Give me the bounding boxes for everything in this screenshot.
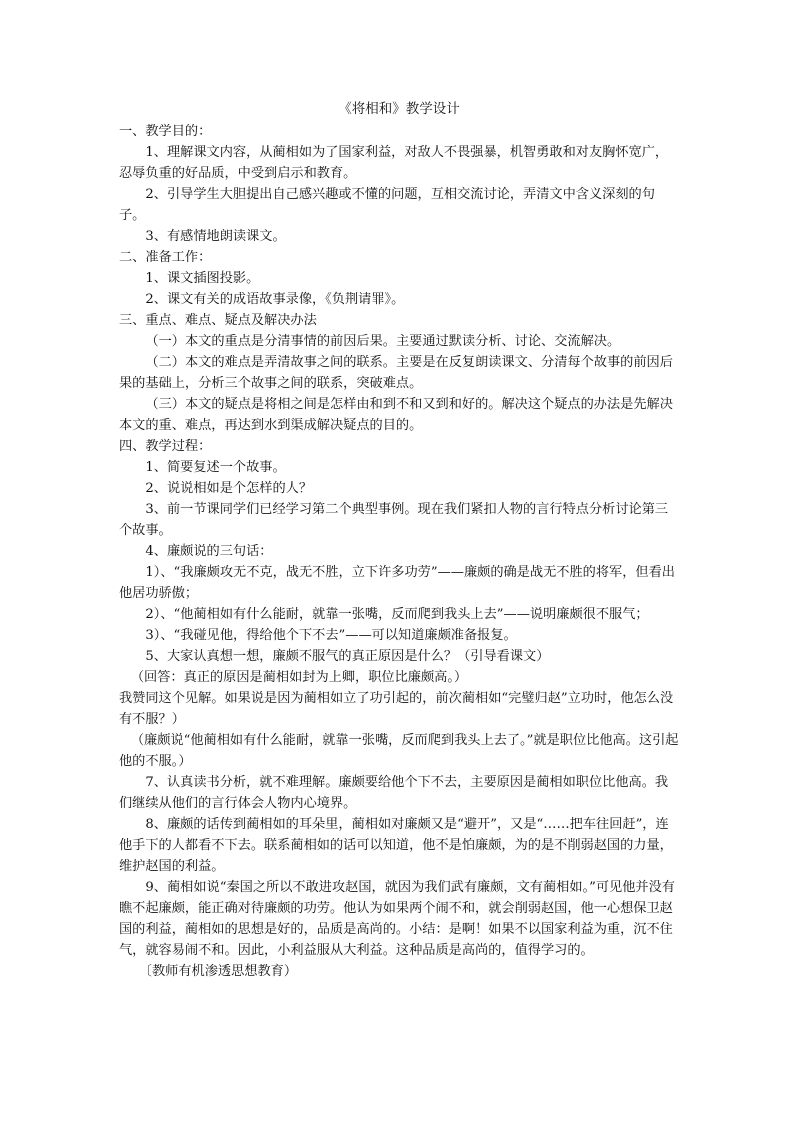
process-item-1: 1、简要复述一个故事。 bbox=[145, 460, 286, 475]
preparation-item-1: 1、课文插图投影。 bbox=[145, 271, 260, 286]
process-item-9: 9、蔺相如说“秦国之所以不敢进攻赵国，就因为我们武有廉颇，文有蔺相如。”可见他并没有瞧不起廉颇，能正确对待廉颇的功劳。他认为如果两个闹不和，就会削弱赵国，他一心想保卫赵国的利益，蔺相如的思想是好的，品质是高尚的。小结：是啊！如果不以国家利益为重，沉不住气，就容易闹不和。因此，小利益服从大利益。这种品质是高尚的，值得学习的。 bbox=[119, 880, 675, 958]
lianpo-quote-2: 2）、“他蔺相如有什么能耐，就靠一张嘴，反而爬到我头上去”——说明廉颇很不服气； bbox=[145, 607, 649, 622]
lianpo-quote-1: 1）、“我廉颇攻无不克，战无不胜，立下许多功劳”——廉颇的确是战无不胜的将军，但看出他居功骄傲； bbox=[119, 565, 675, 601]
teacher-note: 〔教师有机渗透思想教育） bbox=[138, 964, 298, 979]
keypoint-item-2: （二）本文的难点是弄清故事之间的联系。主要是在反复朗读课文、分清每个故事的前因后果的基础上，分析三个故事之间的联系，突破难点。 bbox=[119, 355, 673, 391]
document-title: 《将相和》教学设计 bbox=[338, 101, 460, 117]
keypoint-item-3: （三）本文的疑点是将相之间是怎样由和到不和又到和好的。解决这个疑点的办法是先解决本文的重、难点，再达到水到渠成解决疑点的目的。 bbox=[119, 397, 673, 433]
answer-note: （回答：真正的原因是蔺相如封为上卿，职位比廉颇高。） bbox=[130, 670, 468, 685]
lianpo-quote-3: 3）、“我碰见他，得给他个下不去”——可以知道廉颇准备报复。 bbox=[145, 628, 517, 643]
process-item-2: 2、说说相如是个怎样的人？ bbox=[145, 481, 313, 496]
process-item-7: 7、认真读书分析，就不难理解。廉颇要给他个下不去，主要原因是蔺相如职位比他高。我们继续从他们的言行体会人物内心境界。 bbox=[119, 775, 669, 811]
lesson-plan-page bbox=[119, 99, 679, 982]
objective-item-2: 2、引导学生大胆提出自己感兴趣或不懂的问题，互相交流讨论，弄清文中含义深刻的句子。 bbox=[119, 187, 655, 223]
section-heading-objectives: 一、教学目的： bbox=[119, 124, 212, 139]
section-heading-keypoints: 三、重点、难点、疑点及解决办法 bbox=[119, 313, 317, 328]
section-heading-preparation: 二、准备工作： bbox=[119, 250, 212, 265]
agreement-paragraph: 我赞同这个见解。如果说是因为蔺相如立了功引起的，前次蔺相如“完璧归赵”立功时，他怎么没有不服？） bbox=[119, 691, 674, 727]
keypoint-item-1: （一）本文的重点是分清事情的前因后果。主要通过默读分析、讨论、交流解决。 bbox=[145, 334, 621, 349]
process-item-5: 5、大家认真想一想，廉颇不服气的真正原因是什么？（引导看课文） bbox=[145, 649, 550, 664]
process-item-8: 8、廉颇的话传到蔺相如的耳朵里，蔺相如对廉颇又是“避开”，又是“……把车往回赶”，连他手下的人都看不下去。联系蔺相如的话可以知道，他不是怕廉颇，为的是不削弱赵国的力量，维护赵国的利益。 bbox=[119, 817, 673, 874]
preparation-item-2: 2、课文有关的成语故事录像，《负荆请罪》。 bbox=[145, 292, 405, 307]
objective-item-3: 3、有感情地朗读课文。 bbox=[145, 229, 286, 244]
objective-item-1: 1、理解课文内容，从蔺相如为了国家利益，对敌人不畏强暴，机智勇敢和对友胸怀宽广，忍辱负重的好品质，中受到启示和教育。 bbox=[119, 145, 669, 181]
section-heading-process: 四、教学过程： bbox=[119, 439, 212, 454]
process-item-4: 4、廉颇说的三句话： bbox=[145, 544, 273, 559]
process-item-3: 3、前一节课同学们已经学习第二个典型事例。现在我们紧扣人物的言行特点分析讨论第三个故事。 bbox=[119, 502, 669, 538]
lianpo-said-note: （廉颇说“他蔺相如有什么能耐，就靠一张嘴，反而爬到我头上去了。”就是职位比他高。这引起他的不服。） bbox=[119, 733, 679, 769]
